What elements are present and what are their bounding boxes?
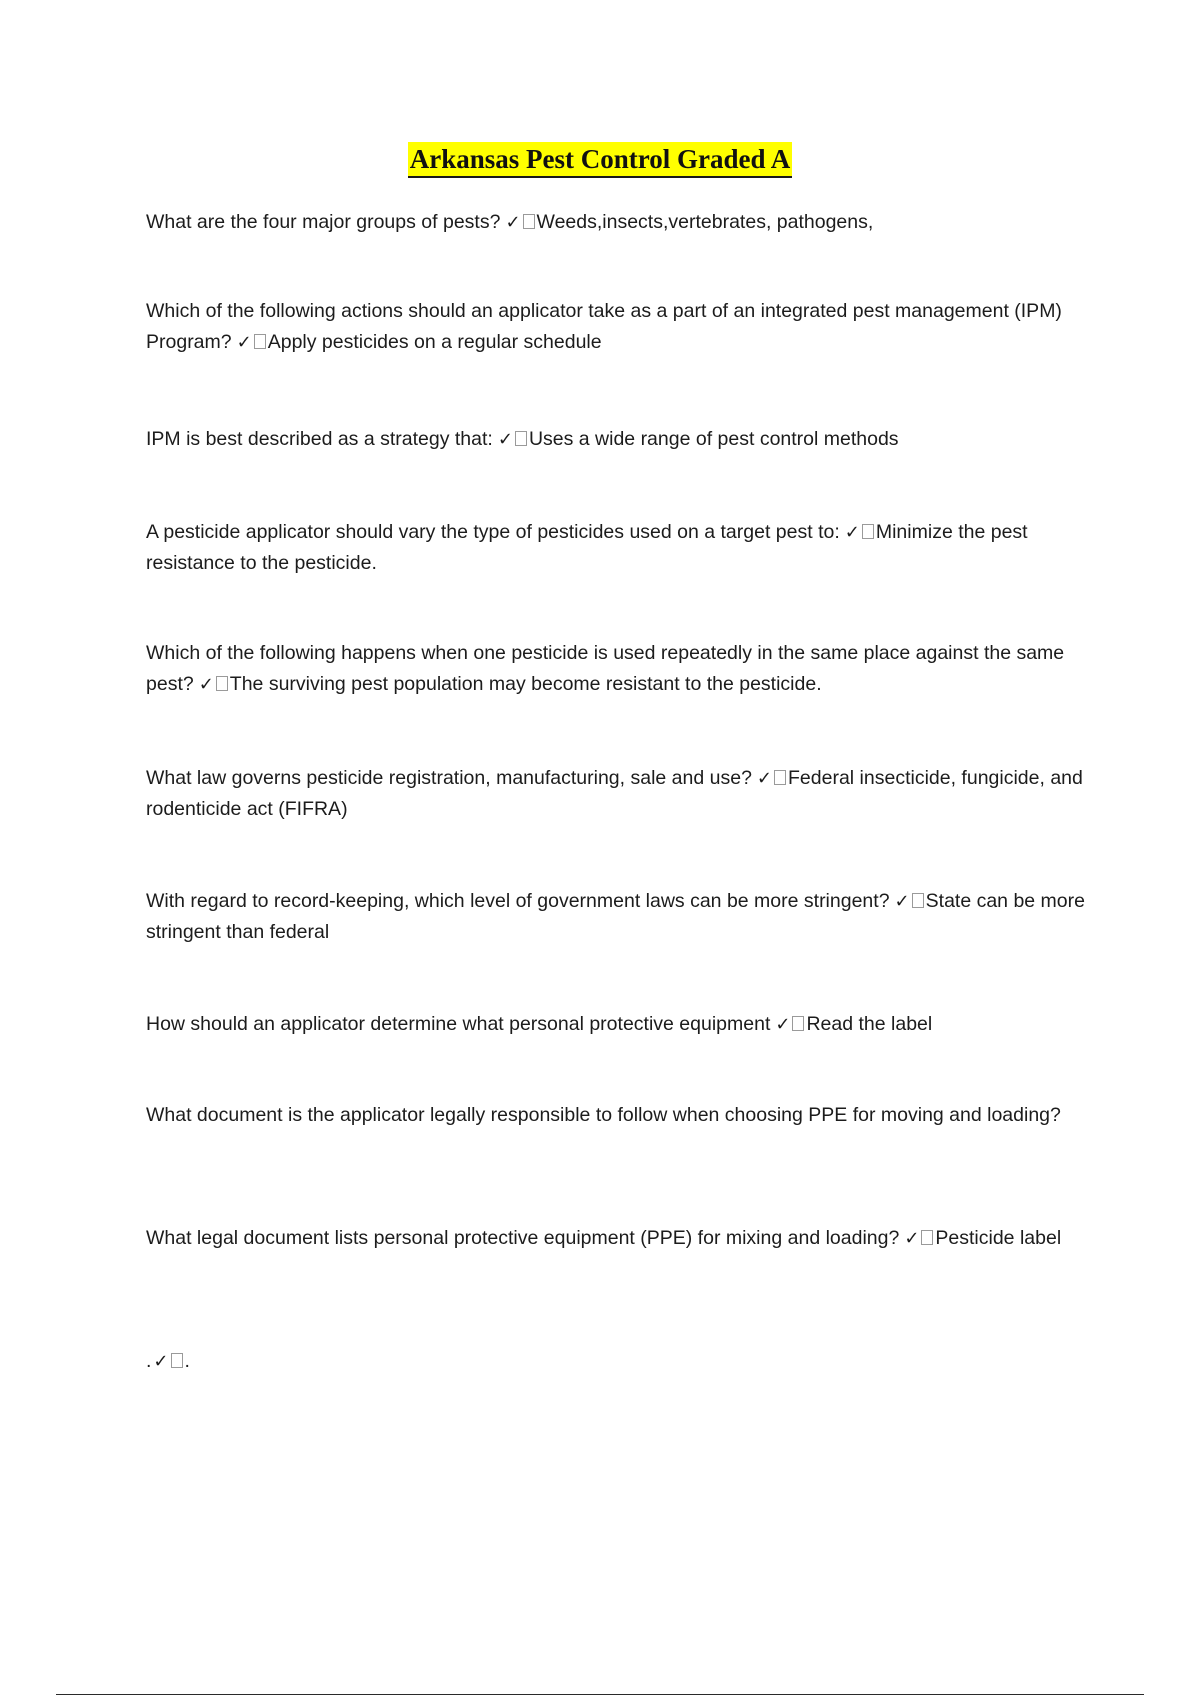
checkbox-icon xyxy=(774,770,786,785)
question-text: Which of the following actions should an applicator take as a part of an integrated pest management (IPM) Program? xyxy=(146,300,1062,353)
qa-item-6 xyxy=(146,763,1091,825)
question-text: How should an applicator determine what personal protective equipment xyxy=(146,1013,771,1035)
checkbox-icon xyxy=(171,1353,183,1368)
check-icon: ✓ xyxy=(153,1351,169,1372)
qa-item-10 xyxy=(146,1223,1091,1254)
qa-item-7 xyxy=(146,886,1091,948)
checkbox-icon xyxy=(921,1230,933,1245)
checkbox-icon xyxy=(523,214,535,229)
checkbox-icon xyxy=(254,334,266,349)
answer-text: Weeds,insects,vertebrates, pathogens, xyxy=(536,211,874,233)
qa-item-5 xyxy=(146,638,1091,700)
qa-item-8 xyxy=(146,1009,1091,1040)
answer-text: The surviving pest population may become resistant to the pesticide. xyxy=(229,673,822,695)
answer-text: . xyxy=(184,1350,190,1372)
qa-item-3 xyxy=(146,424,1091,455)
check-icon: ✓ xyxy=(756,768,773,789)
footer-rule xyxy=(56,1694,1144,1695)
check-icon: ✓ xyxy=(844,522,860,543)
title-wrap xyxy=(0,142,1200,178)
answer-text: State can be more stringent than federal xyxy=(146,890,1085,943)
check-icon: ✓ xyxy=(904,1228,920,1249)
question-text: IPM is best described as a strategy that: xyxy=(146,428,493,450)
question-text: . xyxy=(146,1350,152,1372)
question-text: What are the four major groups of pests? xyxy=(146,211,501,233)
checkbox-icon xyxy=(862,524,874,539)
question-text: What document is the applicator legally responsible to follow when choosing PPE for moving and loading? xyxy=(146,1104,1061,1126)
check-icon: ✓ xyxy=(775,1014,791,1035)
answer-text: Federal insecticide, fungicide, and rodenticide act (FIFRA) xyxy=(146,767,1083,820)
qa-item-2 xyxy=(146,296,1091,358)
qa-item-9 xyxy=(146,1100,1091,1131)
checkbox-icon xyxy=(216,676,228,691)
answer-text: Pesticide label xyxy=(935,1227,1062,1249)
question-text: A pesticide applicator should vary the type of pesticides used on a target pest to: xyxy=(146,521,840,543)
check-icon: ✓ xyxy=(236,332,252,353)
qa-item-11 xyxy=(146,1346,1091,1377)
qa-item-1 xyxy=(146,207,1091,238)
checkbox-icon xyxy=(515,431,527,446)
answer-text: Uses a wide range of pest control methods xyxy=(528,428,899,450)
question-text: What legal document lists personal protective equipment (PPE) for mixing and loading? xyxy=(146,1227,900,1249)
check-icon: ✓ xyxy=(505,212,521,233)
answer-text: Minimize the pest resistance to the pesticide. xyxy=(146,521,1028,574)
answer-text: Read the label xyxy=(806,1013,933,1035)
document-title: Arkansas Pest Control Graded A xyxy=(408,142,793,178)
checkbox-icon xyxy=(792,1016,804,1031)
checkbox-icon xyxy=(912,893,924,908)
question-text: What law governs pesticide registration, manufacturing, sale and use? xyxy=(146,767,752,789)
question-text: With regard to record-keeping, which level of government laws can be more stringent? xyxy=(146,890,890,912)
question-text: Which of the following happens when one pesticide is used repeatedly in the same place against the same pest? xyxy=(146,642,1065,695)
check-icon: ✓ xyxy=(497,429,513,450)
check-icon: ✓ xyxy=(198,674,214,695)
answer-text: Apply pesticides on a regular schedule xyxy=(267,331,602,353)
qa-item-4 xyxy=(146,517,1091,579)
check-icon: ✓ xyxy=(894,891,910,912)
